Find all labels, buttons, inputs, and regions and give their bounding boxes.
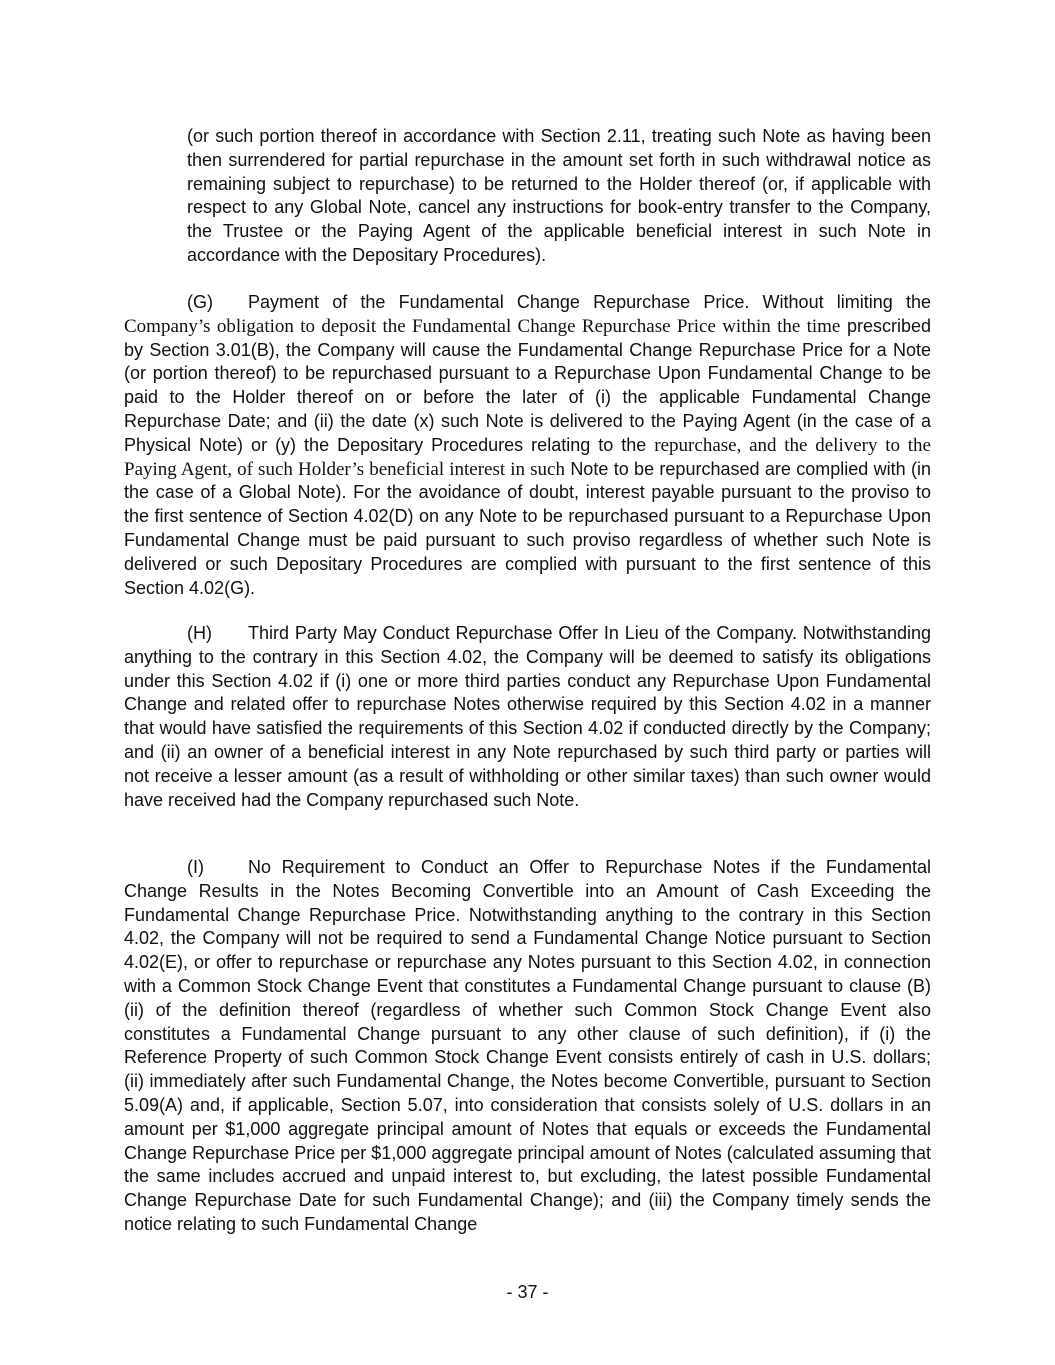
paragraph-text: Note to be repurchased are complied with (in the case of a Global Note). For the avoidance of doubt, interest payable pursuant to the proviso to the first sentence of Section 4.02(D) on any Note to be repurchased pursuant to a Repurchase Upon Fundamental Change must be paid pursuant to such proviso regardless of whether such Note is delivered or such Depositary Procedures are complied with pursuant to the first sentence of this Section 4.02(G). — [124, 458, 931, 598]
paragraph-text: No Requirement to Conduct an Offer to Repurchase Notes if the Fundamental Change Results in the Notes Becoming Convertible into an Amount of Cash Exceeding the Fundamental Change Repurchase Price. Notwithstanding anything to the contrary in this Section 4.02, the Company will not be required to send a Fundamental Change Notice pursuant to Section 4.02(E), or offer to repurchase or repurchase any Notes pursuant to this Section 4.02, in connection with a Common Stock Change Event that constitutes a Fundamental Change pursuant to clause (B)(ii) of the definition thereof (regardless of whether such Common Stock Change Event also constitutes a Fundamental Change pursuant to any other clause of such definition), if (i) the Reference Property of such Common Stock Change Event consists entirely of cash in U.S. dollars; (ii) immediately after such Fundamental Change, the Notes become Convertible, pursuant to Section 5.09(A) and, if applicable, Section 5.07, into consideration that consists solely of U.S. dollars in an amount per $1,000 aggregate principal amount of Notes that equals or exceeds the Fundamental Change Repurchase Price per $1,000 aggregate principal amount of Notes (calculated assuming that the same includes accrued and unpaid interest to, but excluding, the latest possible Fundamental Change Repurchase Date for such Fundamental Change); and (iii) the Company timely sends the notice relating to such Fundamental Change — [124, 857, 931, 1234]
paragraph-text: Payment of the Fundamental Change Repurchase Price. Without limiting the — [248, 292, 931, 312]
paragraph-text-serif: Company’s obligation to deposit the Fundamental Change Repurchase Price within the time — [124, 315, 841, 337]
page-number: - 37 - — [506, 1282, 549, 1302]
paragraph-text: prescribed by Section 3.01(B), the Company will cause the Fundamental Change Repurchase Price for a Note (or portion thereof) to be repurchased pursuant to a Repurchase Upon Fundamental Change to be paid to the Holder thereof on or before the later of (i) the applicable Fundamental Change Repurchase Date; and (ii) the date (x) such Note is delivered to the Paying Agent (in the case of a Physical Note) or (y) the Depositary Procedures relating to the — [124, 315, 931, 455]
paragraph-h — [124, 622, 931, 812]
paragraph-label: (G) — [187, 292, 213, 312]
paragraph-text: Third Party May Conduct Repurchase Offer In Lieu of the Company. Notwithstanding anything to the contrary in this Section 4.02, the Company will be deemed to satisfy its obligations under this Section 4.02 if (i) one or more third parties conduct any Repurchase Upon Fundamental Change and related offer to repurchase Notes otherwise required by this Section 4.02 in a manner that would have satisfied the requirements of this Section 4.02 if conducted directly by the Company; and (ii) an owner of a beneficial interest in any Note repurchased by such third party or parties will not receive a lesser amount (as a result of withholding or other similar taxes) than such owner would have received had the Company repurchased such Note. — [124, 623, 931, 810]
paragraph-text: (or such portion thereof in accordance with Section 2.11, treating such Note as having been then surrendered for partial repurchase in the amount set forth in such withdrawal notice as remaining subject to repurchase) to be returned to the Holder thereof (or, if applicable with respect to any Global Note, cancel any instructions for book-entry transfer to the Company, the Trustee or the Paying Agent of the applicable beneficial interest in such Note in accordance with the Depositary Procedures). — [187, 126, 931, 265]
paragraph-continuation — [187, 125, 931, 268]
paragraph-text-serif: repurchase, and the delivery to the Paying Agent, of such Holder’s beneficial interest in such — [124, 434, 931, 480]
paragraph-label: (H) — [187, 623, 212, 643]
paragraph-label: (I) — [187, 857, 204, 877]
paragraph-g — [124, 291, 931, 600]
paragraph-i — [124, 856, 931, 1237]
